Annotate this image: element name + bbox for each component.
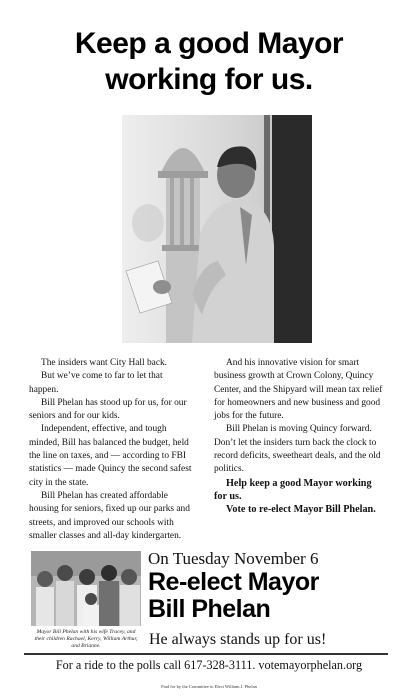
call-to-action-vote: Vote to re-elect Mayor Bill Phelan. [226,504,376,516]
body-column-right [214,357,384,517]
family-photo-caption: Mayor Bill Phelan with his wife Tracey, and their children Rachael, Kerry, William Arthur, and Brianne. [34,629,138,649]
mayor-photo-illustration [122,115,312,343]
body-paragraph: Bill Phelan has created affordable housing for seniors, fixed up our parks and streets, and improved our schools with smaller classes and all-day kindergarten. [29,490,190,541]
body-column-left [29,357,193,543]
headline-line-2: working for us. [105,63,313,96]
body-paragraph: Bill Phelan has stood up for us, for our seniors and for our kids. [29,397,187,422]
mayor-photo [122,115,312,343]
body-paragraph: Independent, effective, and tough minded, Bill has balanced the budget, held the line on taxes, and — according to FBI statistics — made Quincy the second safest city in the state. [29,424,192,488]
body-paragraph: Bill Phelan is moving Quincy forward. Don’t let the insiders turn back the clock to record deficits, sweetheart deals, and the old politics. [214,424,381,475]
call-to-action-help: Help keep a good Mayor working for us. [214,477,372,502]
paid-for-disclaimer: Paid for by the Committee to Elect William J. Phelan [161,684,257,689]
ride-to-polls-line: For a ride to the polls call 617-328-3111. votemayorphelan.org [55,658,363,672]
headline [0,26,418,98]
body-paragraph: The insiders want City Hall back. [41,358,168,368]
reelect-headline [148,569,398,623]
tagline: He always stands up for us! [149,631,327,648]
headline-line-1: Keep a good Mayor [74,27,344,60]
family-photo-illustration [31,551,141,626]
reelect-line-1: Re-elect Mayor [148,568,319,596]
body-paragraph: But we’ve come to far to let that happen. [29,371,163,395]
reelect-line-2: Bill Phelan [148,595,271,623]
body-paragraph: And his innovative vision for smart business growth at Crown Colony, Quincy Center, and the Shipyard will mean tax relief for homeowners and new business and good jobs for the future. [214,358,383,422]
divider-rule [24,653,388,655]
family-photo [31,551,141,626]
election-date: On Tuesday November 6 [148,549,319,568]
